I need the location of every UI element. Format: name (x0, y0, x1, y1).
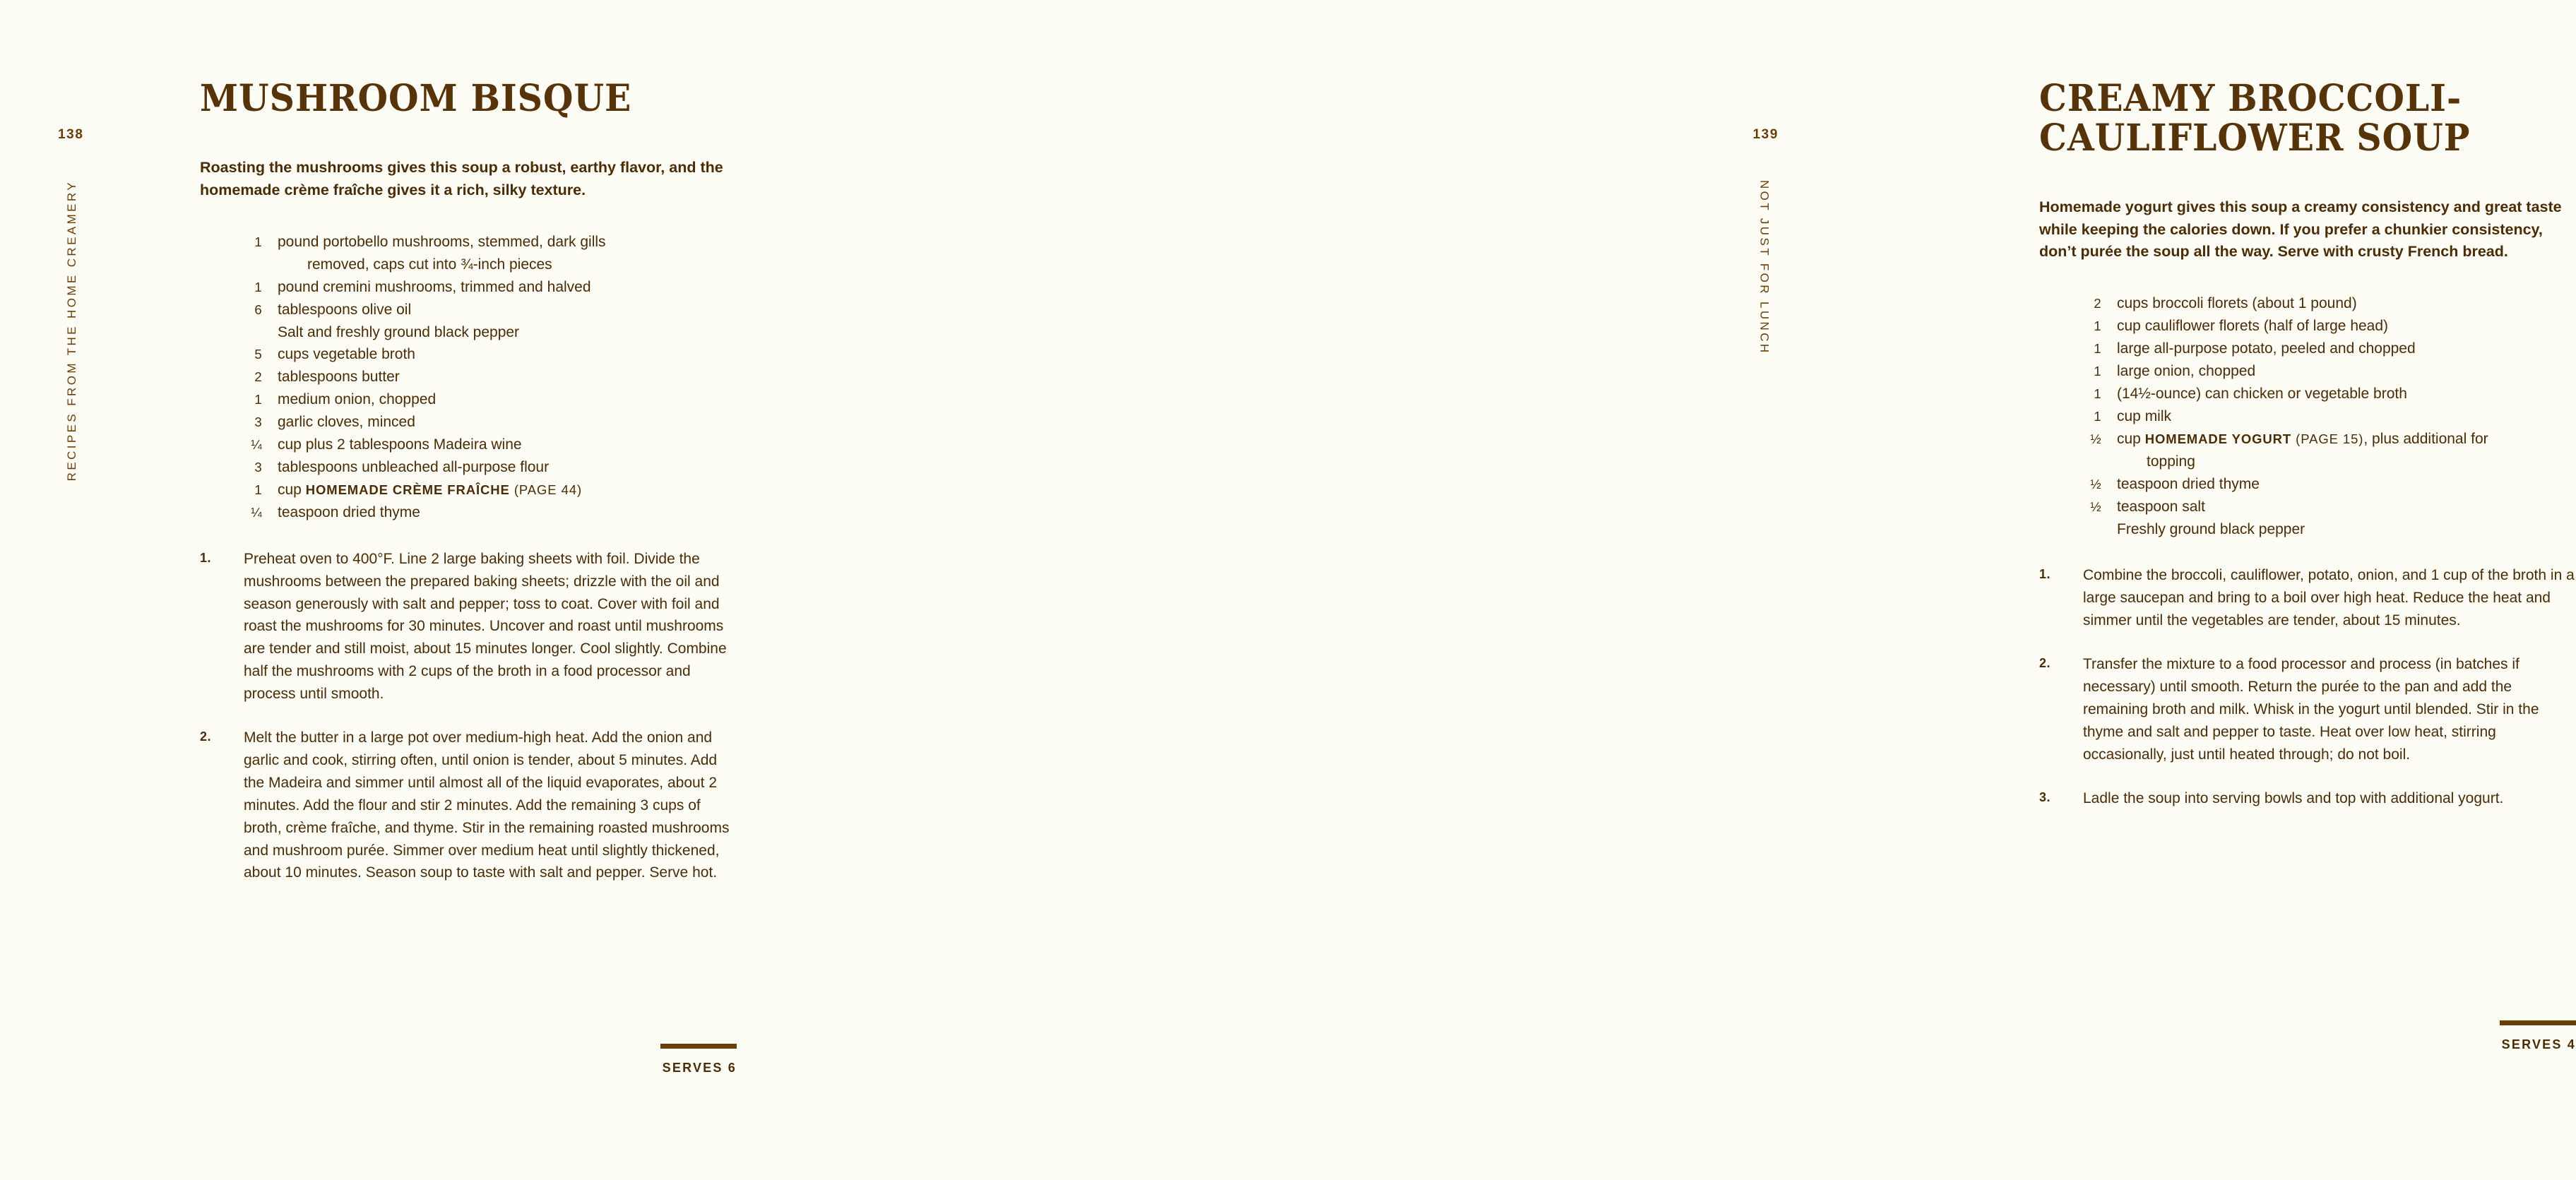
instruction-step-number: 2. (2039, 656, 2051, 671)
serves-rule-right (2500, 1020, 2576, 1025)
ingredient-quantity: 1 (2094, 318, 2101, 334)
ingredient-page-ref: (PAGE 15) (2291, 431, 2364, 446)
instruction-step-text: Preheat oven to 400°F. Line 2 large baking sheets with foil. Divide the mushrooms between the prepared baking sheets; drizzle with the oil and season generously with salt and pepper; toss to coat. Cover with foil and roast the mushrooms for 30 minutes. Uncover and roast until mushrooms are tender and still moist, about 15 minutes longer. Cool slightly. Combine half the mushrooms with 2 cups of the broth in a food processor and process until smooth. (244, 550, 727, 703)
ingredient-text-continuation (2101, 451, 2576, 473)
instruction-step-number: 1. (2039, 567, 2051, 582)
instruction-step (2039, 787, 2576, 810)
ingredient-row (2065, 338, 2576, 360)
ingredient-row (225, 366, 737, 388)
ingredient-row (2065, 360, 2576, 383)
left-page-content (200, 79, 737, 905)
ingredient-page-ref: (PAGE 44) (509, 482, 583, 497)
ingredient-quantity-blank (225, 254, 262, 276)
ingredient-row (225, 299, 737, 321)
instruction-step-text: Combine the broccoli, cauliflower, potato, onion, and 1 cup of the broth in a large saucepan and bring to a boil over high heat. Reduce the heat and simmer until the vegetables are tender, about 15 minutes. (2083, 567, 2575, 629)
ingredient-quantity: 1 (254, 234, 262, 249)
ingredient-row (225, 411, 737, 434)
ingredient-continuation-indent: topping (2147, 453, 2195, 470)
ingredient-text: tablespoons butter (278, 369, 400, 386)
instruction-step (200, 727, 737, 884)
ingredient-text: large onion, chopped (2117, 363, 2256, 380)
ingredient-quantity: 2 (254, 369, 262, 385)
ingredient-quantity: 1 (2094, 408, 2101, 424)
ingredient-quantity: 1 (2094, 386, 2101, 402)
instruction-list-left (200, 548, 737, 885)
ingredient-text: large all-purpose potato, peeled and chopped (2117, 340, 2416, 357)
recipe-headnote-right: Homemade yogurt gives this soup a creamy consistency and great taste while keeping the calories down. If you prefer a chunkier consistency, don’t purée the soup all the way. Serve with crusty French bread. (2039, 198, 2562, 261)
instruction-list-right (2039, 564, 2576, 809)
ingredient-text: tablespoons unbleached all-purpose flour (278, 458, 550, 475)
ingredient-row (2065, 518, 2576, 541)
instruction-step-number: 3. (2039, 789, 2051, 804)
instruction-step-number: 2. (200, 729, 212, 744)
ingredient-row (225, 501, 737, 524)
ingredient-quantity: 6 (254, 302, 262, 317)
left-page (0, 0, 918, 1180)
instruction-step (2039, 653, 2576, 766)
ingredient-text: cup plus 2 tablespoons Madeira wine (278, 436, 522, 453)
ingredient-text: teaspoon dried thyme (2117, 475, 2260, 492)
ingredient-quantity: ¼ (251, 504, 262, 520)
ingredient-list-right (2065, 292, 2576, 540)
ingredient-quantity: 3 (254, 415, 262, 430)
ingredient-quantity: ½ (2090, 499, 2101, 514)
ingredient-text: Freshly ground black pepper (2117, 520, 2305, 537)
ingredient-row (2065, 292, 2576, 315)
ingredient-quantity-blank (2065, 451, 2101, 473)
ingredient-row (225, 321, 737, 344)
ingredient-row (225, 343, 737, 366)
ingredient-crossref-name: HOMEMADE YOGURT (2144, 431, 2292, 446)
right-page (918, 0, 2576, 1180)
ingredient-quantity: 1 (254, 482, 262, 497)
ingredient-text: cup milk (2117, 407, 2172, 424)
instruction-step-text: Ladle the soup into serving bowls and top with additional yogurt. (2083, 789, 2504, 806)
ingredient-row (2065, 473, 2576, 496)
ingredient-row (2065, 496, 2576, 518)
ingredient-quantity: 1 (254, 392, 262, 407)
right-page-content (2039, 79, 2576, 831)
ingredient-row (225, 388, 737, 411)
recipe-title-right: CREAMY BROCCOLI-CAULIFLOWER SOUP (2039, 77, 2471, 160)
page-number-right: 139 (1752, 127, 1779, 142)
serves-label-left: SERVES 6 (662, 1061, 737, 1075)
ingredient-row (2065, 405, 2576, 428)
ingredient-text: pound portobello mushrooms, stemmed, dark gills (278, 233, 606, 250)
ingredient-quantity: 1 (254, 279, 262, 294)
instruction-step (200, 548, 737, 705)
ingredient-continuation-indent: removed, caps cut into ¾-inch pieces (307, 256, 552, 273)
ingredient-text: cup HOMEMADE CRÈME FRAÎCHE (PAGE 44) (278, 481, 583, 498)
ingredient-quantity: 5 (254, 347, 262, 362)
ingredient-text: teaspoon dried thyme (278, 503, 420, 520)
ingredient-text: garlic cloves, minced (278, 414, 415, 431)
ingredient-text: cups vegetable broth (278, 346, 415, 363)
ingredient-text: medium onion, chopped (278, 391, 437, 408)
ingredient-crossref-name: HOMEMADE CRÈME FRAÎCHE (305, 482, 510, 497)
serves-label-right: SERVES 4 (2501, 1037, 2576, 1051)
ingredient-quantity: ½ (2090, 476, 2101, 491)
ingredient-row (225, 231, 737, 254)
running-head-right: NOT JUST FOR LUNCH (1758, 180, 1771, 355)
ingredient-row (2065, 315, 2576, 338)
recipe-title-left: MUSHROOM BISQUE (200, 77, 632, 120)
ingredient-list-left (225, 231, 737, 524)
serves-rule-left (660, 1044, 737, 1049)
ingredient-text: cup cauliflower florets (half of large head) (2117, 318, 2389, 335)
ingredient-row-continuation (2065, 451, 2576, 473)
ingredient-quantity: ¼ (251, 437, 262, 453)
ingredient-quantity: 2 (2094, 296, 2101, 311)
ingredient-quantity (2065, 518, 2101, 541)
ingredient-row (2065, 383, 2576, 405)
ingredient-row (225, 434, 737, 456)
ingredient-quantity: 1 (2094, 364, 2101, 379)
instruction-step (2039, 564, 2576, 632)
serves-block-left (200, 1044, 737, 1075)
ingredient-text: cups broccoli florets (about 1 pound) (2117, 295, 2357, 312)
ingredient-text: tablespoons olive oil (278, 301, 412, 318)
ingredient-quantity: 1 (2094, 341, 2101, 357)
ingredient-quantity (225, 321, 262, 344)
instruction-step-number: 1. (200, 550, 212, 565)
ingredient-row-continuation (225, 254, 737, 276)
ingredient-row (225, 276, 737, 299)
ingredient-quantity: ½ (2090, 431, 2101, 446)
ingredient-row (2065, 428, 2576, 451)
ingredient-text: Salt and freshly ground black pepper (278, 323, 520, 340)
ingredient-text: (14½-ounce) can chicken or vegetable broth (2117, 386, 2407, 403)
ingredient-row (225, 456, 737, 479)
instruction-step-text: Melt the butter in a large pot over medium-high heat. Add the onion and garlic and cook, stirring often, until onion is tender, about 5 minutes. Add the Madeira and simmer until almost all of the liquid evaporates, about 2 minutes. Add the flour and stir 2 minutes. Add the remaining 3 cups of broth, crème fraîche, and thyme. Stir in the remaining roasted mushrooms and mushroom purée. Simmer over medium heat until slightly thickened, about 10 minutes. Season soup to taste with salt and pepper. Serve hot. (244, 729, 730, 881)
ingredient-text: cup HOMEMADE YOGURT (PAGE 15), plus additional for (2117, 430, 2488, 447)
ingredient-text: teaspoon salt (2117, 498, 2205, 515)
ingredient-quantity: 3 (254, 459, 262, 475)
running-head-left: RECIPES FROM THE HOME CREAMERY (65, 180, 78, 482)
ingredient-text-continuation (262, 254, 737, 276)
ingredient-row (225, 479, 737, 501)
page-number-left: 138 (58, 127, 84, 142)
ingredient-text: pound cremini mushrooms, trimmed and halved (278, 278, 591, 295)
serves-block-right (2039, 1020, 2576, 1052)
recipe-headnote-left: Roasting the mushrooms gives this soup a robust, earthy flavor, and the homemade crème fraîche gives it a rich, silky texture. (200, 159, 723, 198)
instruction-step-text: Transfer the mixture to a food processor and process (in batches if necessary) until smooth. Return the purée to the pan and add the remaining broth and milk. Whisk in the yogurt until blended. Stir in the thyme and salt and pepper to taste. Heat over low heat, stirring occasionally, just until heated through; do not boil. (2083, 656, 2539, 763)
